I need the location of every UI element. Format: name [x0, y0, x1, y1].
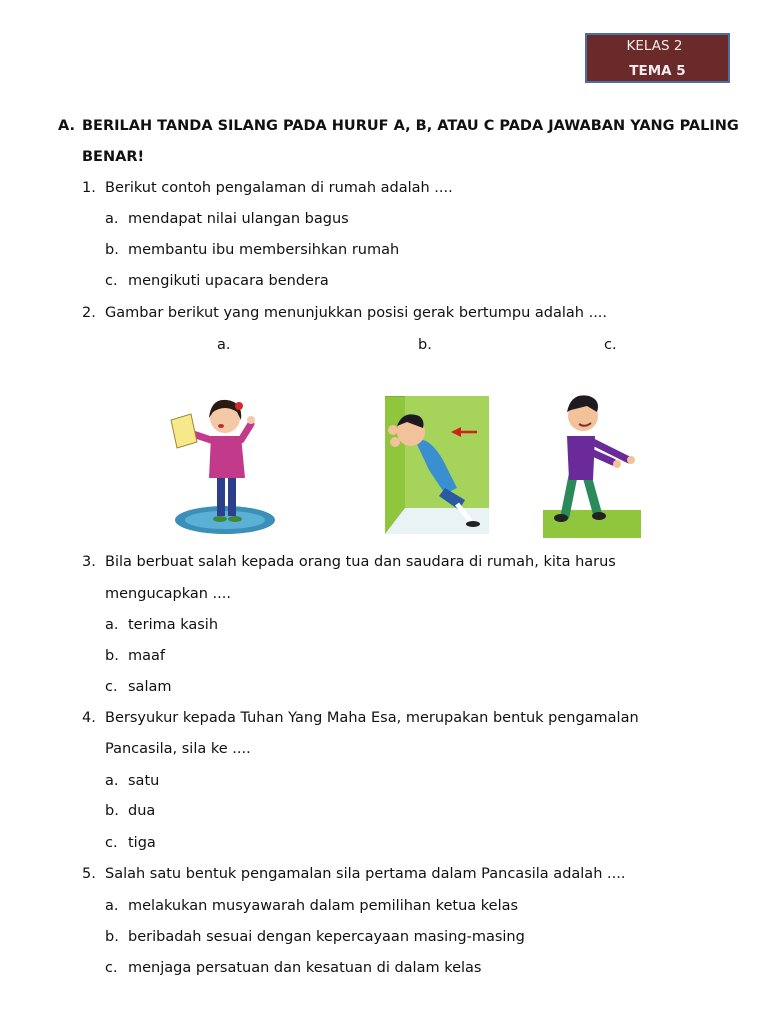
question-3-option-a-text: terima kasih: [128, 617, 219, 633]
class-theme-badge: [585, 33, 730, 83]
question-3-option-c-text: salam: [128, 679, 172, 695]
question-3-option-a-label[interactable]: a.: [105, 617, 119, 633]
question-2-option-b-label[interactable]: b.: [418, 337, 432, 353]
question-2-option-c-label[interactable]: c.: [604, 337, 617, 353]
boy-pushing-wall-icon[interactable]: [385, 396, 489, 534]
question-2-option-a-label[interactable]: a.: [217, 337, 231, 353]
question-5-option-c-text: menjaga persatuan dan kesatuan di dalam kelas: [128, 960, 482, 976]
class-label: KELAS 2: [626, 38, 683, 54]
question-1-option-c-text: mengikuti upacara bendera: [128, 273, 329, 289]
question-2-text: Gambar berikut yang menunjukkan posisi gerak bertumpu adalah ....: [105, 305, 608, 321]
question-3-option-b-label[interactable]: b.: [105, 648, 119, 664]
question-1-option-c-label[interactable]: c.: [105, 273, 118, 289]
question-3-text-line1: Bila berbuat salah kepada orang tua dan saudara di rumah, kita harus: [105, 554, 616, 570]
question-1-option-b-text: membantu ibu membersihkan rumah: [128, 242, 400, 258]
question-4-text-line2: Pancasila, sila ke ....: [105, 741, 251, 757]
girl-reading-paper-icon[interactable]: [165, 390, 285, 538]
question-5-option-a-label[interactable]: a.: [105, 898, 119, 914]
question-4-option-b-label[interactable]: b.: [105, 803, 119, 819]
question-3-number: 3.: [82, 554, 96, 570]
section-instruction-line2: BENAR!: [82, 149, 145, 165]
question-3-text-line2: mengucapkan ....: [105, 586, 231, 602]
section-instruction-line1: BERILAH TANDA SILANG PADA HURUF A, B, ATAU C PADA JAWABAN YANG PALING: [82, 118, 739, 134]
boy-walking-icon[interactable]: [543, 386, 643, 538]
question-5-option-a-text: melakukan musyawarah dalam pemilihan ketua kelas: [128, 898, 519, 914]
question-5-number: 5.: [82, 866, 96, 882]
question-4-text-line1: Bersyukur kepada Tuhan Yang Maha Esa, merupakan bentuk pengamalan: [105, 710, 639, 726]
question-5-option-b-label[interactable]: b.: [105, 929, 119, 945]
question-5-option-c-label[interactable]: c.: [105, 960, 118, 976]
question-2-number: 2.: [82, 305, 96, 321]
question-4-option-c-text: tiga: [128, 835, 156, 851]
question-1-number: 1.: [82, 180, 96, 196]
question-4-option-a-text: satu: [128, 773, 160, 789]
theme-label: TEMA 5: [629, 63, 686, 79]
question-5-text: Salah satu bentuk pengamalan sila pertama dalam Pancasila adalah ....: [105, 866, 626, 882]
question-5-option-b-text: beribadah sesuai dengan kepercayaan masing-masing: [128, 929, 525, 945]
question-3-option-b-text: maaf: [128, 648, 166, 664]
question-1-option-b-label[interactable]: b.: [105, 242, 119, 258]
question-1-option-a-text: mendapat nilai ulangan bagus: [128, 211, 349, 227]
question-4-number: 4.: [82, 710, 96, 726]
question-4-option-b-text: dua: [128, 803, 156, 819]
question-4-option-a-label[interactable]: a.: [105, 773, 119, 789]
question-1-option-a-label[interactable]: a.: [105, 211, 119, 227]
question-4-option-c-label[interactable]: c.: [105, 835, 118, 851]
section-letter: A.: [58, 118, 75, 134]
question-1-text: Berikut contoh pengalaman di rumah adalah ....: [105, 180, 453, 196]
question-3-option-c-label[interactable]: c.: [105, 679, 118, 695]
